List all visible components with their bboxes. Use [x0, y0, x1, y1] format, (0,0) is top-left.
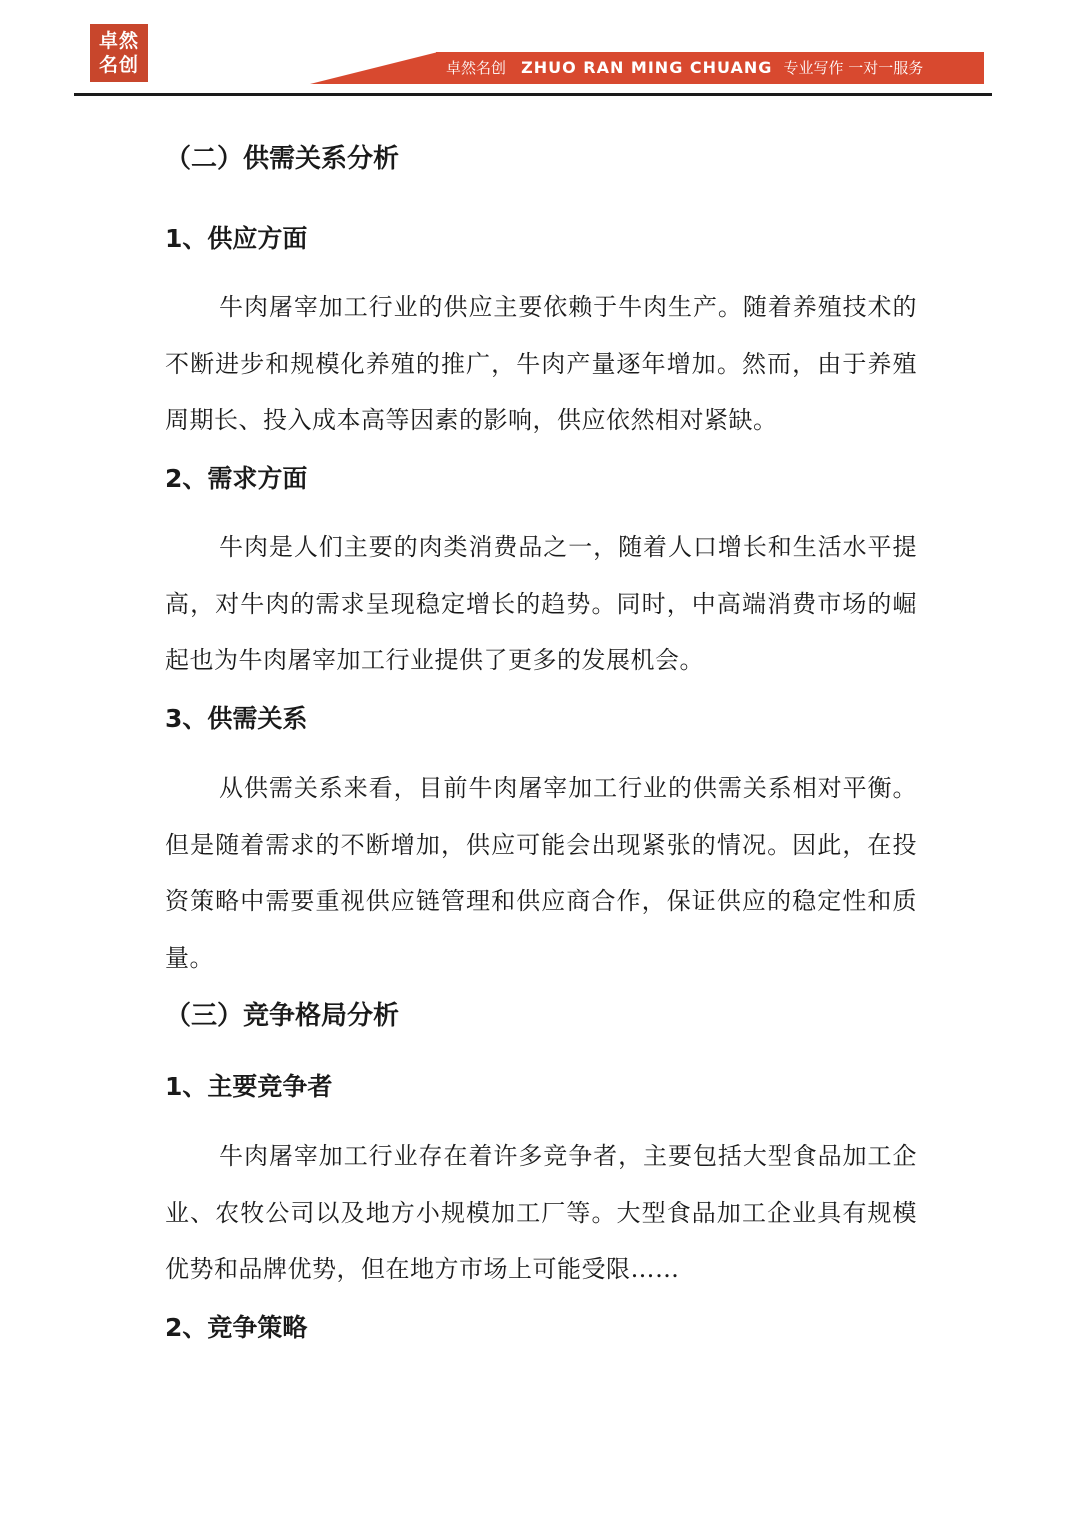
subheading-supply: 1、供应方面 [165, 224, 308, 253]
banner-brand-en: ZHUO RAN MING CHUANG [521, 58, 773, 77]
brand-logo [90, 24, 148, 82]
banner-brand-cn: 卓然名创 [446, 59, 507, 77]
section-title-supply-demand: （二）供需关系分析 [165, 144, 400, 174]
subheading-strategy: 2、竞争策略 [165, 1313, 308, 1342]
paragraph-competitors: 牛肉屠宰加工行业存在着许多竞争者，主要包括大型食品加工企业、农牧公司以及地方小规模加工厂等。大型食品加工企业具有规模优势和品牌优势，但在地方市场上可能受限…… [165, 1142, 917, 1283]
header-banner [436, 52, 984, 84]
subheading-relation: 3、供需关系 [165, 704, 308, 733]
subheading-competitors: 1、主要竞争者 [165, 1072, 333, 1101]
paragraph-demand: 牛肉是人们主要的肉类消费品之一，随着人口增长和生活水平提高，对牛肉的需求呈现稳定增长的趋势。同时，中高端消费市场的崛起也为牛肉屠宰加工行业提供了更多的发展机会。 [165, 533, 917, 674]
paragraph-supply: 牛肉屠宰加工行业的供应主要依赖于牛肉生产。随着养殖技术的不断进步和规模化养殖的推广，牛肉产量逐年增加。然而，由于养殖周期长、投入成本高等因素的影响，供应依然相对紧缺。 [165, 293, 917, 434]
banner-slogan: 专业写作 一对一服务 [783, 59, 924, 77]
logo-text-line1: 卓然 [98, 30, 139, 52]
logo-text-line2: 名创 [98, 54, 139, 76]
section-title-competition: （三）竞争格局分析 [165, 1001, 400, 1031]
banner-wedge-shape [310, 52, 438, 84]
subheading-demand: 2、需求方面 [165, 464, 308, 493]
paragraph-relation: 从供需关系来看，目前牛肉屠宰加工行业的供需关系相对平衡。但是随着需求的不断增加，供应可能会出现紧张的情况。因此，在投资策略中需要重视供应链管理和供应商合作，保证供应的稳定性和质量。 [165, 774, 917, 972]
header-divider [74, 93, 992, 96]
